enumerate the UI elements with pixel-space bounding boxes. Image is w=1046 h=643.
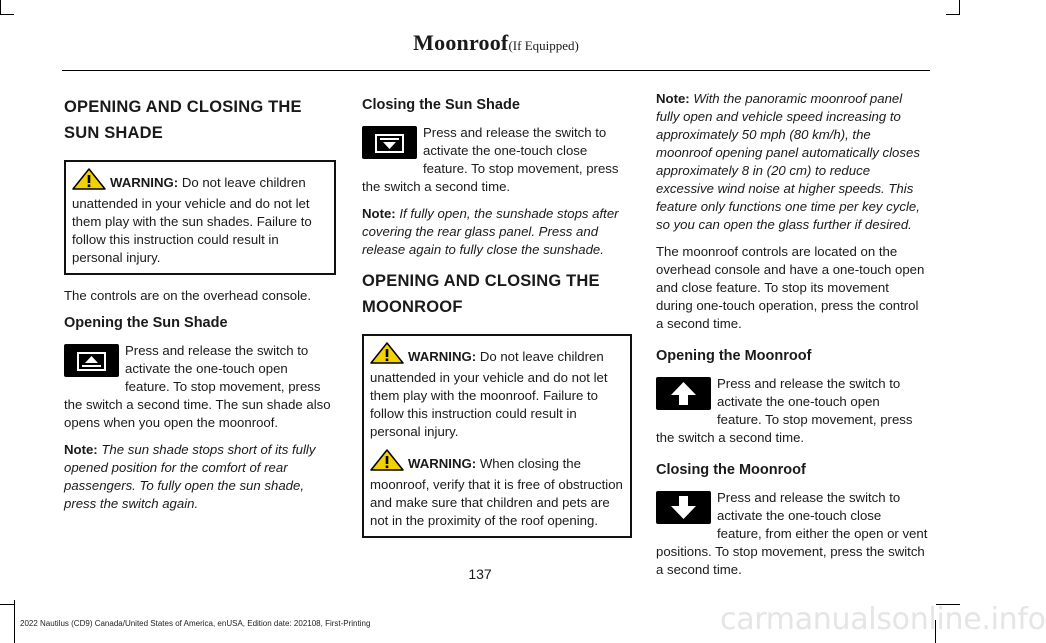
sunshade-close-icon: [362, 126, 417, 159]
moonroof-controls-text: The moonroof controls are located on the overhead console and have a one-touch open and close feature. To stop its movement during one-touch operation, press the control a second time.: [656, 244, 925, 331]
down-arrow-icon: [656, 491, 711, 524]
watermark: carmanualsonline.info: [720, 602, 1046, 637]
note-label: Note:: [656, 91, 690, 106]
crop-mark: [14, 600, 15, 643]
footer-edition: 2022 Nautilus (CD9) Canada/United States of America, enUSA, Edition date: 202108, First-Printing: [20, 619, 371, 628]
note-text: The sun shade stops short of its fully opened position for the comfort of rear passengers. To fully open the sun shade, press the switch again.: [64, 442, 316, 511]
warning-label: WARNING:: [408, 456, 477, 471]
crop-mark: [0, 604, 14, 605]
column-2: [362, 90, 632, 550]
closing-sun-shade-text: Press and release the switch to activate the one-touch close feature. To stop movement, press the switch a second time.: [362, 125, 619, 194]
page-title: Moonroof: [413, 30, 509, 55]
header-rule: [62, 70, 930, 71]
subheading-closing-moonroof: Closing the Moonroof: [656, 462, 806, 478]
warning-label: WARNING:: [408, 349, 477, 364]
sunshade-open-icon: [64, 344, 119, 377]
page-number: 137: [468, 566, 492, 582]
warning-triangle-icon: [370, 342, 404, 369]
warning-triangle-icon: [370, 449, 404, 476]
up-arrow-icon: [656, 377, 711, 410]
crop-mark: [0, 14, 14, 15]
controls-text: The controls are on the overhead console.: [64, 288, 312, 303]
subheading-opening-sun-shade: Opening the Sun Shade: [64, 315, 228, 331]
warning-label: WARNING:: [110, 175, 179, 190]
warning-text: Do not leave children unattended in your vehicle and do not let them play with the sun shades. Failure to follow this instruction could result in personal injury.: [72, 175, 312, 265]
opening-sun-shade-text: Press and release the switch to activate the one-touch open feature. To stop movement, press the switch a second time. The sun shade also opens when you open the moonroof.: [64, 343, 331, 430]
closing-moonroof-text: Press and release the switch to activate the one-touch close feature, from either the open or vent positions. To stop movement, press the switch a second time.: [656, 490, 928, 577]
crop-mark: [946, 14, 960, 15]
subheading-closing-sun-shade: Closing the Sun Shade: [362, 97, 520, 113]
crop-mark: [0, 0, 1, 14]
section-heading-moonroof: OPENING AND CLOSING THE MOONROOF: [362, 272, 600, 316]
section-heading-sun-shade: OPENING AND CLOSING THE SUN SHADE: [64, 98, 302, 142]
note-label: Note:: [362, 206, 396, 221]
column-1: [64, 90, 336, 522]
subheading-opening-moonroof: Opening the Moonroof: [656, 348, 812, 364]
warning-text: Do not leave children unattended in your vehicle and do not let them play with the moonroof. Failure to follow this instruction could result in personal injury.: [370, 349, 608, 439]
note-text: With the panoramic moonroof panel fully open and vehicle speed increasing to approximately 50 mph (80 km/h), the moonroof opening panel automatically closes approximately 8 in (20 cm) to reduce excessive wind noise at higher speeds. This feature only functions one time per key cycle, so you can open the glass further if desired.: [656, 91, 920, 232]
warning-text: When closing the moonroof, verify that it is free of obstruction and make sure that children and pets are not in the proximity of the roof opening.: [370, 456, 623, 528]
note-text: If fully open, the sunshade stops after covering the rear glass panel. Press and release again to fully close the sunshade.: [362, 206, 619, 257]
warning-box: [362, 334, 632, 538]
warning-triangle-icon: [72, 168, 106, 195]
opening-moonroof-text: Press and release the switch to activate the one-touch open feature. To stop movement, press the switch a second time.: [656, 376, 913, 445]
page-header: [62, 30, 930, 70]
note-label: Note:: [64, 442, 98, 457]
crop-mark: [959, 0, 960, 14]
column-3: [656, 90, 928, 588]
warning-box: [64, 160, 336, 275]
page-subtitle: (If Equipped): [508, 38, 579, 53]
